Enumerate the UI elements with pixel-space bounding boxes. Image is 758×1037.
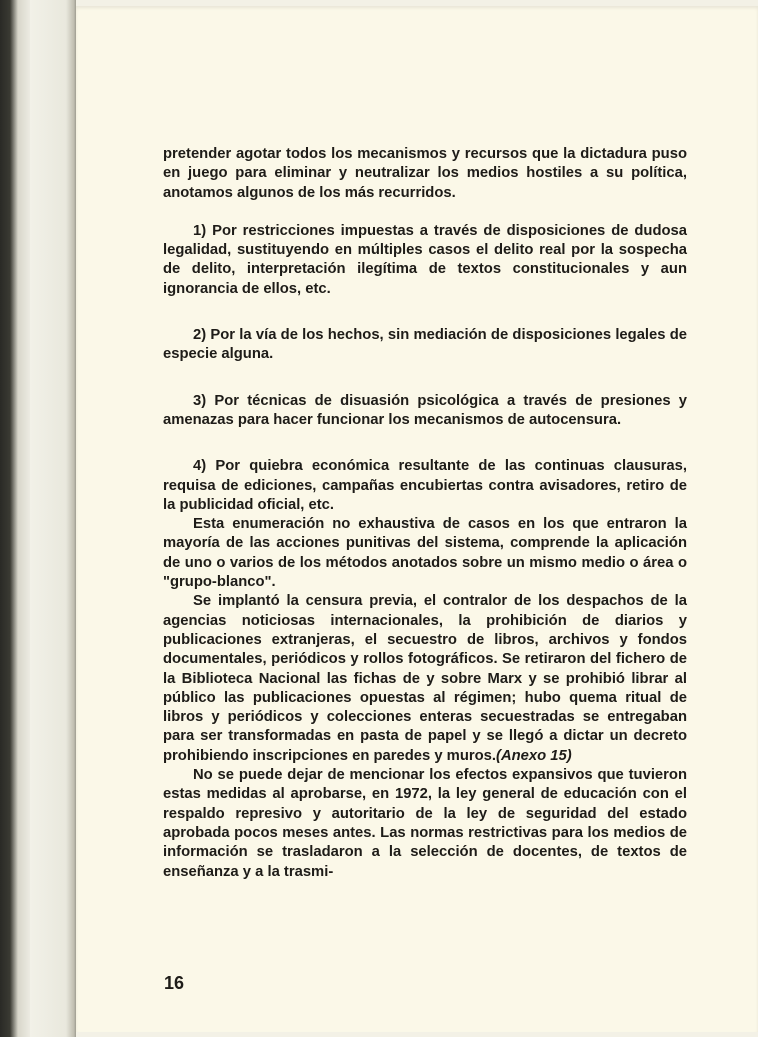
page-body-text	[163, 145, 687, 882]
annex-reference: (Anexo 15)	[496, 747, 572, 764]
page-number: 16	[164, 973, 185, 993]
paragraph-item-1: 1) Por restricciones impuestas a través de disposiciones de dudosa legalidad, sustituyendo en múltiples casos el delito real por la sospecha de delito, interpretación ilegítima de textos constitucionales y aun ignorancia de ellos, etc.	[163, 222, 687, 297]
paragraph-enumeration: Esta enumeración no exhaustiva de casos en los que entraron la mayoría de las acciones punitivas del sistema, comprende la aplicación de uno o varios de los métodos anotados sobre un mismo medio o área o "grupo-blanco".	[163, 516, 687, 591]
paragraph-item-2: 2) Por la vía de los hechos, sin mediación de disposiciones legales de especie alguna.	[163, 327, 687, 363]
paragraph-item-4: 4) Por quiebra económica resultante de las continuas clausuras, requisa de ediciones, campañas encubiertas contra avisadores, retiro de la publicidad oficial, etc.	[163, 458, 687, 513]
paragraph-item-3: 3) Por técnicas de disuasión psicológica a través de presiones y amenazas para hacer funcionar los mecanismos de autocensura.	[163, 392, 687, 428]
paragraph-censura-text: Se implantó la censura previa, el contralor de los despachos de la agencias noticiosas internacionales, la prohibición de diarios y publicaciones extranjeras, el secuestro de libros, archivos y fondos documentales, periódicos y rollos fotográficos. Se retiraron del fichero de la Biblioteca Nacional las fichas de y sobre Marx y se prohibió librar al público las publicaciones opuestas al régimen; hubo quema ritual de libros y periódicos y colecciones enteras secuestradas se entregaban para ser transformadas en pasta de papel y se llegó a dictar un decreto prohibiendo inscripciones en paredes y muros.	[163, 593, 687, 764]
book-spine-edge	[0, 0, 30, 1037]
paragraph-intro: pretender agotar todos los mecanismos y recursos que la dictadura puso en juego para eliminar y neutralizar los medios hostiles a su política, anotamos algunos de los más recurridos.	[163, 146, 687, 201]
paragraph-censura	[163, 592, 687, 766]
page-stack-edge	[30, 0, 76, 1037]
paragraph-efectos: No se puede dejar de mencionar los efectos expansivos que tuvieron estas medidas al aprobarse, en 1972, la ley general de educación con el respaldo represivo y autoritario de la ley de seguridad del estado aprobada pocos meses antes. Las normas restrictivas para los medios de información se trasladaron a la selección de docentes, de textos de enseñanza y a la trasmi-	[163, 767, 687, 880]
